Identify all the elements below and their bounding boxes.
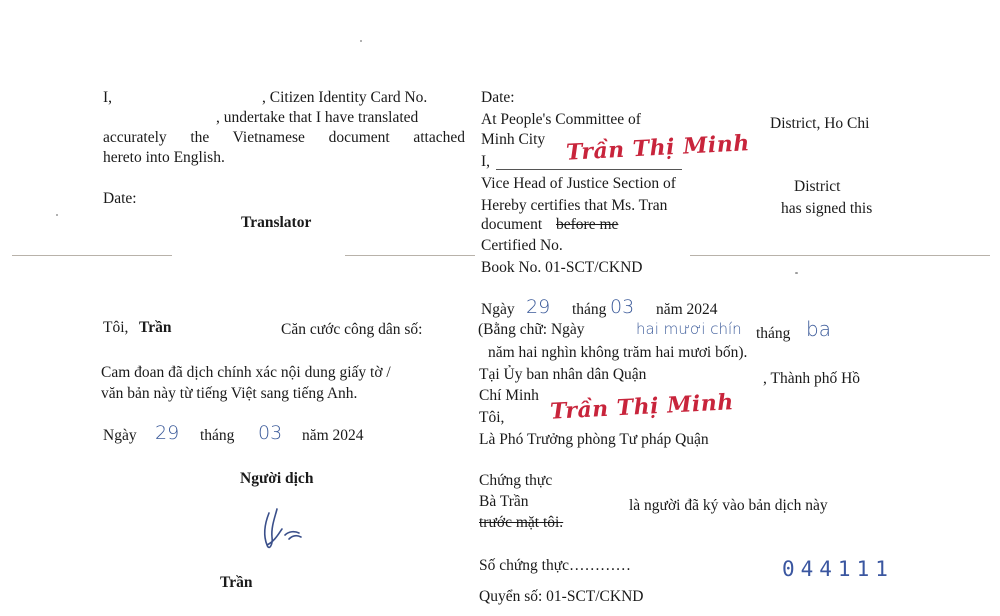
en-district-hcm: District, Ho Chi [770,115,870,132]
vi-chung-thuc: Chứng thực [479,472,553,489]
vi-chi-minh: Chí Minh [479,387,539,404]
en-committee-line: At People's Committee of [481,111,641,128]
speck [360,40,362,42]
en-i-label: I, [481,153,491,170]
vi-certified-number: 044111 [782,557,894,581]
vi-month-words-handwritten: ba [806,317,831,341]
en-has-signed: has signed this [781,200,873,217]
section-divider-mid [345,255,475,256]
vi-toi: Tôi, [103,319,129,336]
vi-la-pho-truong: Là Phó Trưởng phòng Tư pháp Quận [479,431,709,448]
en-certified-no: Certified No. [481,237,563,254]
vi-right-year: năm 2024 [656,301,718,318]
vi-cccd: Căn cước công dân số: [281,321,423,338]
section-divider-right [690,255,990,256]
en-district: District [794,178,841,195]
en-minh-city: Minh City [481,131,546,148]
vi-ba-tran: Bà Trần [479,493,529,510]
vi-la-nguoi-da-ky: là người đã ký vào bản dịch này [629,497,828,514]
en-left-undertake: , undertake that I have translated [216,109,419,126]
vi-left-month-handwritten: 03 [258,422,283,444]
vi-translator-label: Người dịch [240,470,314,487]
speck [795,272,798,274]
name-blank-line [496,169,682,170]
vi-left-day-handwritten: 29 [155,422,180,444]
official-signature-top: Trần Thị Minh [565,130,751,166]
vi-left-ngay: Ngày [103,427,137,444]
vi-left-year: năm 2024 [302,427,364,444]
vi-right-ngay: Ngày [481,301,515,318]
en-book-no: Book No. 01-SCT/CKND [481,259,643,276]
vi-right-thang: tháng [572,301,607,318]
vi-right-month-handwritten: 03 [610,296,635,318]
vi-truoc-mat-toi: trước mặt tôi. [479,514,564,531]
en-left-hereto: hereto into English. [103,149,225,166]
vi-commit-line2: văn bản này từ tiếng Việt sang tiếng Anh. [101,385,358,402]
en-translator-label: Translator [241,214,312,231]
vi-right-day-handwritten: 29 [526,296,551,318]
en-before-me: before me [556,216,619,233]
en-left-citizen-id: , Citizen Identity Card No. [262,89,428,106]
vi-commit-line1: Cam đoan đã dịch chính xác nội dung giấy tờ / [101,364,391,381]
en-right-date: Date: [481,89,515,106]
translator-signature-icon [255,505,307,555]
en-left-date: Date: [103,190,137,207]
official-signature-bottom: Trần Thị Minh [549,389,735,425]
vi-bang-chu: (Bằng chữ: Ngày [478,321,585,338]
vi-right-thang2: tháng [756,325,791,342]
section-divider-left [12,255,172,256]
vi-right-toi: Tôi, [479,409,505,426]
vi-so-chung-thuc: Số chứng thực………… [479,557,631,574]
vi-tran: Trần [139,319,172,336]
vi-tai-uy-ban: Tại Ủy ban nhân dân Quận [479,366,647,383]
en-certifies: Hereby certifies that Ms. Tran [481,197,668,214]
vi-quyen-so: Quyển số: 01-SCT/CKND [479,588,644,605]
vi-left-thang: tháng [200,427,235,444]
en-document: document [481,216,543,233]
en-vice-head: Vice Head of Justice Section of [481,175,676,192]
vi-day-words-handwritten: hai mươi chín [636,320,742,338]
speck [56,214,58,216]
vi-year-words: năm hai nghìn không trăm hai mươi bốn). [488,344,748,361]
vi-thanh-pho: , Thành phố Hồ [763,370,861,387]
en-left-accurately: accurately the Vietnamese document attached [103,129,465,146]
vi-translator-name: Trần [220,574,253,591]
en-left-i: I, [103,89,113,106]
